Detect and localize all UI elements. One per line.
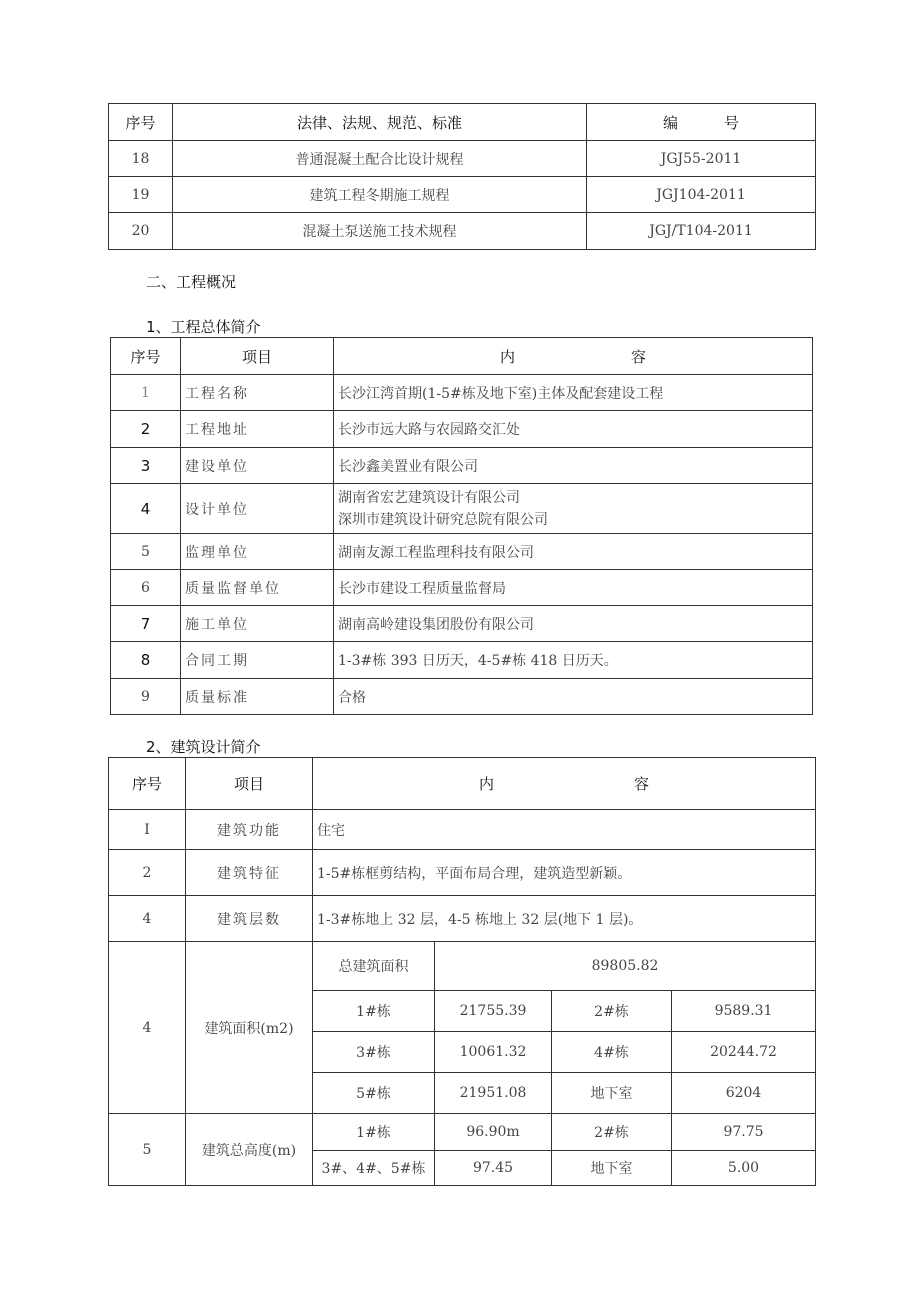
table-row: 3#栋 10061.32 4#栋 20244.72 [109,1032,816,1073]
table-row: 1 工程名称 长沙江湾首期(1-5#栋及地下室)主体及配套建设工程 [111,375,813,411]
header-seq: 序号 [111,338,181,375]
table-row: 2 建筑特征 1-5#栋框剪结构，平面布局合理，建筑造型新颖。 [109,850,816,896]
subsection-title-general: 1、工程总体简介 [146,318,261,336]
table-row: 3#、4#、5#栋 97.45 地下室 5.00 [109,1151,816,1186]
header-seq: 序号 [109,758,186,810]
table-row: 19 建筑工程冬期施工规程 JGJ104-2011 [109,177,816,213]
section-title-overview: 二、工程概况 [146,273,237,291]
header-content: 内 容 [334,338,813,375]
table-row: 6 质量监督单位 长沙市建设工程质量监督局 [111,570,813,606]
table-row: 5#栋 21951.08 地下室 6204 [109,1073,816,1114]
table-row: I 建筑功能 住宅 [109,810,816,850]
header-item: 项目 [181,338,334,375]
table-row: 4 建筑面积(m2) 总建筑面积 89805.82 [109,942,816,991]
table-row: 2 工程地址 长沙市远大路与农园路交汇处 [111,411,813,448]
table-row: 5 建筑总高度(m) 1#栋 96.90m 2#栋 97.75 [109,1114,816,1151]
table-row: 3 建设单位 长沙鑫美置业有限公司 [111,448,813,484]
table-row: 4 建筑层数 1-3#栋地上 32 层，4-5 栋地上 32 层(地下 1 层)。 [109,896,816,942]
table-row: 5 监理单位 湖南友源工程监理科技有限公司 [111,534,813,570]
table-row: 20 混凝土泵送施工技术规程 JGJ/T104-2011 [109,213,816,250]
table-row: 18 普通混凝土配合比设计规程 JGJ55-2011 [109,141,816,177]
table-row: 4 设计单位 湖南省宏艺建筑设计有限公司 深圳市建筑设计研究总院有限公司 [111,484,813,534]
table-row: 7 施工单位 湖南高岭建设集团股份有限公司 [111,606,813,642]
header-seq: 序号 [109,104,173,141]
laws-table [108,103,816,250]
header-name: 法律、法规、规范、标准 [173,104,587,141]
header-content: 内 容 [313,758,816,810]
subsection-title-design: 2、建筑设计简介 [146,738,261,756]
table-row: 1#栋 21755.39 2#栋 9589.31 [109,991,816,1032]
header-item: 项目 [186,758,313,810]
design-table [108,757,816,1186]
overview-table [110,337,813,715]
table-row: 8 合同工期 1-3#栋 393 日历天，4-5#栋 418 日历天。 [111,642,813,679]
table-row: 9 质量标准 合格 [111,679,813,715]
header-code: 编 号 [587,104,816,141]
